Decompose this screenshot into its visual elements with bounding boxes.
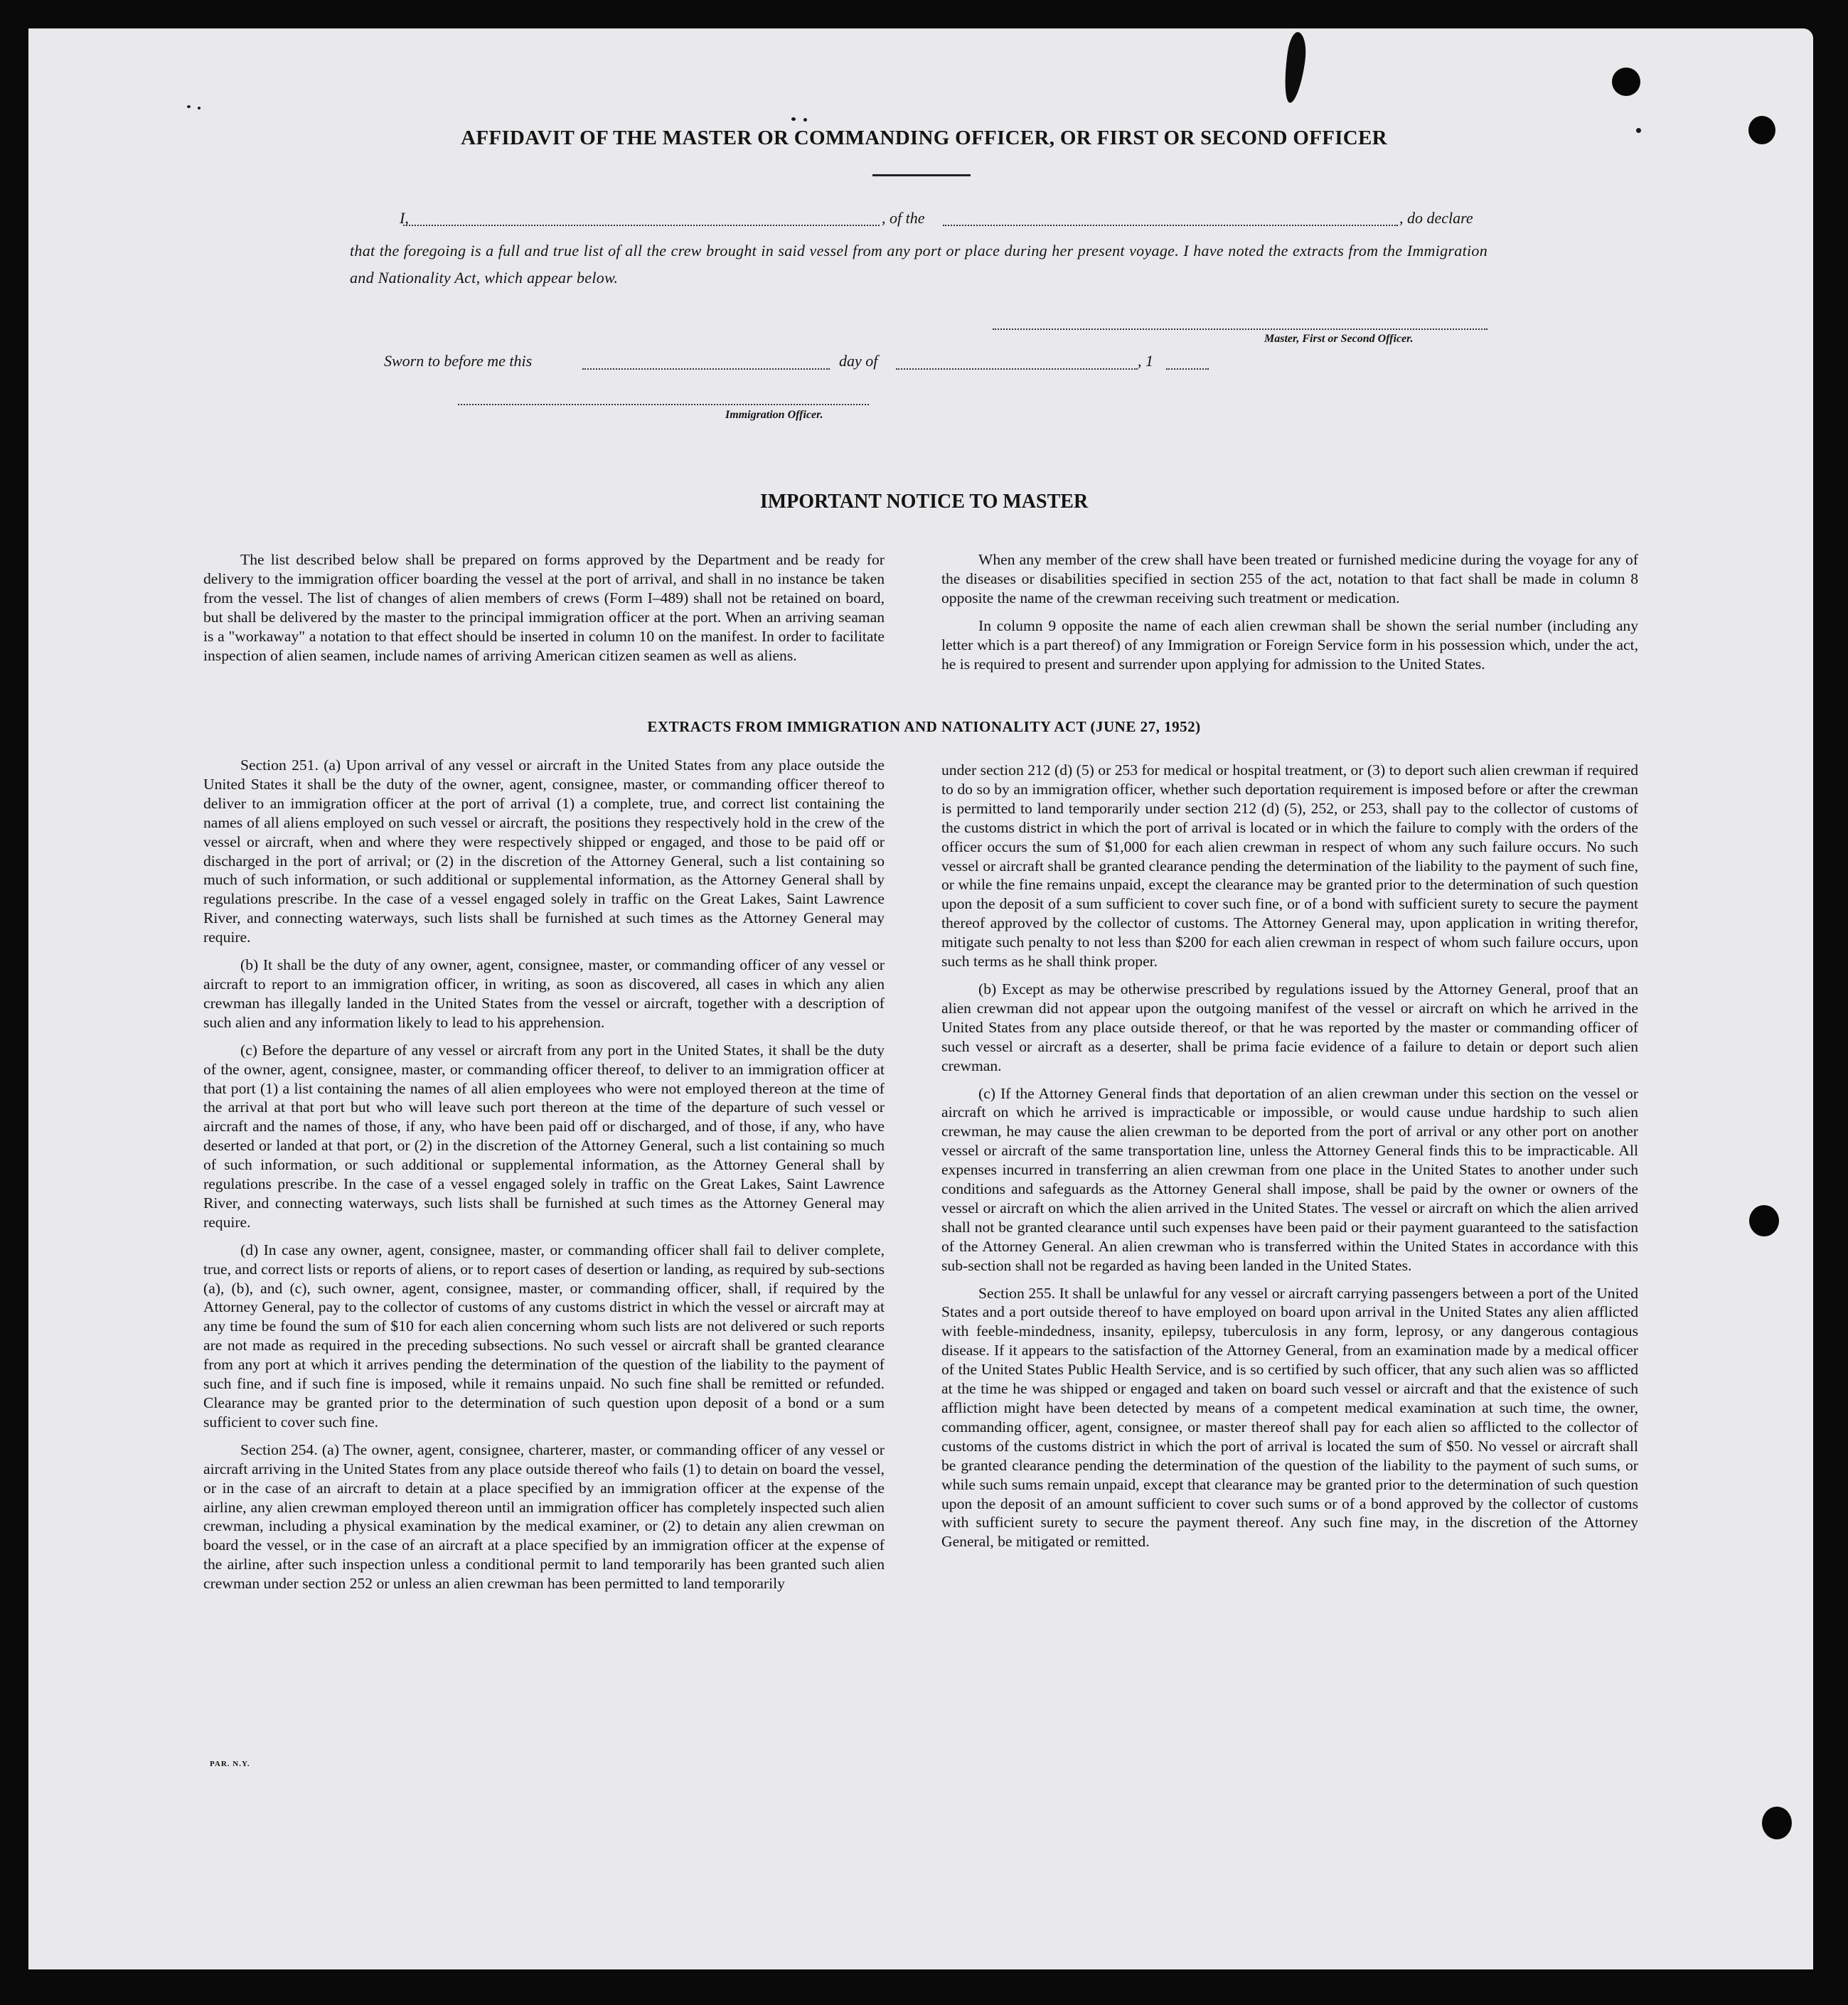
- scan-speck: [187, 105, 191, 108]
- statute-paragraph: (b) Except as may be otherwise prescribed by regulations issued by the Attorney General, proof that an alien crewman did not appear upon the outgoing manifest of the vessel or aircraft on which he arrived in the United States from any place outside thereof, or that he was reported by the master or commanding officer of such vessel or aircraft as a deserter, shall be prima facie evidence of a failure to detain or deport such alien crewman.: [941, 980, 1638, 1074]
- extracts-left-column: [203, 756, 885, 1593]
- printer-mark: PAR. N.Y.: [210, 1760, 250, 1768]
- affidavit-title: AFFIDAVIT OF THE MASTER OR COMMANDING OFFICER, OR FIRST OR SECOND OFFICER: [461, 127, 1387, 149]
- title-underline: [872, 174, 971, 176]
- year-label: , 1: [1138, 352, 1153, 370]
- statute-paragraph: (d) In case any owner, agent, consignee, master, or commanding officer shall fail to deliver complete, true, and correct lists or reports of aliens, or to report cases of desertion or landing, as required by sub-sections (a), (b), and (c), such owner, agent, consignee, master, or commanding officer, shall, if required by the Attorney General, pay to the collector of customs of any customs district in which the vessel or aircraft may at any time be found the sum of $10 for each alien concerning whom such lists are not delivered or such reports are not made as required in the preceding subsections. No such vessel or aircraft shall be granted clearance from any port at which it arrives pending the determination of the question of the liability to the payment of such fine, and if such fine is imposed, while it remains unpaid. No such fine shall be remitted or refunded. Clearance may be granted prior to the determination of such question upon deposit of a bond or a sum sufficient to cover such fine.: [203, 1241, 885, 1431]
- statute-paragraph: (c) Before the departure of any vessel or aircraft from any port in the United States, it shall be the duty of the owner, agent, consignee, master, or commanding officer thereof, to deliver to an immigration officer at that port (1) a list containing the names of all alien employees who were not employed thereon at the time of the arrival at that port but who will leave such port thereon at the time of the departure of such vessel or aircraft and the names of those, if any, who have been paid off or discharged, and of those, if any, who have deserted or landed at that port, or (2) in the discretion of the Attorney General, such a list containing so much of such information, or such additional or supplemental information, as the Attorney General shall by regulations prescribe. In the case of a vessel engaged solely in traffic on the Great Lakes, Saint Lawrence River, and connecting waterways, such lists shall be furnished at such times as the Attorney General may require.: [203, 1041, 885, 1231]
- declarant-label: I,: [400, 209, 409, 227]
- statute-paragraph: Section 255. It shall be unlawful for any vessel or aircraft carrying passengers between a port of the United States and a port outside thereof to have employed on board upon arrival in the United States any alien afflicted with feeble-mindedness, insanity, epilepsy, tuberculosis in any form, leprosy, or any dangerous contagious disease. If it appears to the satisfaction of the Attorney General, from an examination made by a medical officer of the United States Public Health Service, and is so certified by such officer, that any such alien was so afflicted at the time he was shipped or engaged and taken on board such vessel or aircraft and that the existence of such affliction might have been detected by means of a competent medical examination at such time, the owner, commanding officer, agent, consignee, or master thereof shall pay for each alien so afflicted to the collector of customs of the customs district in which the port of arrival is located the sum of $50. No vessel or aircraft shall be granted clearance pending the determination of the question of the liability to the payment of such sums, or while such sums remain unpaid, except that clearance may be granted prior to the determination of such question upon the deposit of an amount sufficient to cover such sums or of a bond approved by the collector of customs with sufficient surety to secure the payment thereof. Any such fine may, in the discretion of the Attorney General, be mitigated or remitted.: [941, 1284, 1638, 1551]
- vessel-label: , of the: [882, 209, 925, 227]
- statute-paragraph: (b) It shall be the duty of any owner, agent, consignee, master, or commanding officer of any vessel or aircraft to report to an immigration officer, in writing, as soon as discovered, all cases in which any alien crewman has illegally landed in the United States from the vessel or aircraft, together with a description of such alien and any information likely to lead to his apprehension.: [203, 956, 885, 1031]
- master-signature-label: Master, First or Second Officer.: [1264, 333, 1414, 345]
- master-signature-line[interactable]: [993, 328, 1488, 330]
- statute-paragraph: Section 251. (a) Upon arrival of any vessel or aircraft in the United States from any place outside the United States it shall be the duty of the owner, agent, consignee, master, or commanding officer thereof to deliver to an immigration officer at the port of arrival (1) a complete, true, and correct list containing the names of all aliens employed on such vessel or aircraft, the positions they respectively hold in the crew of the vessel or aircraft, when and where they were respectively shipped or engaged, and those to be paid off or discharged in the port of arrival; or (2) in the discretion of the Attorney General, such a list containing so much of such information, or such additional or supplemental information, as the Attorney General shall by regulations prescribe. In the case of a vessel engaged solely in traffic on the Great Lakes, Saint Lawrence River, and connecting waterways, such lists shall be furnished at such times as the Attorney General may require.: [203, 756, 885, 946]
- extracts-right-column: [941, 761, 1638, 1551]
- scan-speck: [198, 107, 201, 109]
- declaration-text: that the foregoing is a full and true list of all the crew brought in said vessel from any port or place during her present voyage. I have noted the extracts from the Immigration and Nationality Act, which appear below.: [350, 242, 1488, 287]
- scan-speck: [803, 118, 807, 122]
- declarant-name-line[interactable]: [403, 225, 880, 226]
- notice-paragraph: When any member of the crew shall have been treated or furnished medicine during the voyage for any of the diseases or disabilities specified in section 255 of the act, notation to that fact shall be made in column 8 opposite the name of the crewman receiving such treatment or medication.: [941, 551, 1638, 606]
- scan-speck: [791, 117, 796, 121]
- sworn-day-line[interactable]: [582, 368, 830, 370]
- day-of-label: day of: [839, 352, 878, 370]
- notice-paragraph: The list described below shall be prepared on forms approved by the Department and be ready for delivery to the immigration officer boarding the vessel at the port of arrival, and shall in no instance be taken from the vessel. The list of changes of alien members of crews (Form I–489) shall not be retained on board, but shall be delivered by the master to the principal immigration officer at the port. When an arriving seaman is a "workaway" a notation to that effect should be inserted in column 10 on the manifest. In order to facilitate inspection of alien seamen, include names of arriving American citizen seamen as well as aliens.: [203, 551, 885, 664]
- officer-signature-label: Immigration Officer.: [725, 409, 823, 421]
- notice-left-column: [203, 550, 885, 665]
- extracts-title: EXTRACTS FROM IMMIGRATION AND NATIONALITY ACT (JUNE 27, 1952): [647, 718, 1201, 735]
- sworn-label: Sworn to before me this: [384, 352, 533, 370]
- notice-title: IMPORTANT NOTICE TO MASTER: [759, 491, 1089, 513]
- binder-hole-bottom: [1762, 1807, 1792, 1839]
- statute-paragraph: (c) If the Attorney General finds that deportation of an alien crewman under this section on the vessel or aircraft on which he arrived is impracticable or impossible, or would cause undue hardship to such alien crewman, he may cause the alien crewman to be deported from the port of arrival or any other port on another vessel or aircraft of the same transportation line, unless the Attorney General finds this to be impracticable. All expenses incurred in transferring an alien crewman from one place in the United States to another under such conditions and safeguards as the Attorney General shall impose, shall be paid by the owner or owners of the vessel or aircraft on which the alien arrived in the United States. The vessel or aircraft on which the alien arrived shall not be granted clearance until such expenses have been paid or their payment guaranteed to the satisfaction of the Attorney General. An alien crewman who is transferred within the United States in accordance with this sub-section shall not be regarded as having been landed in the United States.: [941, 1084, 1638, 1274]
- statute-paragraph: under section 212 (d) (5) or 253 for medical or hospital treatment, or (3) to deport such alien crewman if required to do so by an immigration officer, whether such deportation requirement is imposed before or after the crewman is permitted to land temporarily under section 212 (d) (5), 252, or 253, shall pay to the collector of customs of the customs district in which the port of arrival is located or in which the failure to comply with the orders of the officer occurs the sum of $1,000 for each alien crewman in respect of whom any such failure occurs. No such vessel or aircraft shall be granted clearance pending the determination of the liability to the payment of such fine, or while the fine remains unpaid, except the clearance may be granted prior to the determination of such question upon the deposit of a sum sufficient to cover such fine, or of a bond with sufficient surety to secure the payment thereof approved by the collector of customs. The Attorney General may, upon application in writing therefor, mitigate such penalty to not less than $200 for each alien crewman in respect of whom such failure occurs, upon such terms as he shall think proper.: [941, 761, 1638, 971]
- sworn-month-line[interactable]: [896, 368, 1138, 370]
- officer-signature-line[interactable]: [458, 404, 869, 405]
- vessel-name-line[interactable]: [943, 225, 1398, 226]
- notice-right-column: [941, 550, 1638, 673]
- binder-hole-middle: [1749, 1205, 1779, 1236]
- sworn-year-line[interactable]: [1166, 368, 1209, 370]
- declare-label: , do declare: [1399, 209, 1473, 227]
- notice-paragraph: In column 9 opposite the name of each alien crewman shall be shown the serial number (including any letter which is a part thereof) of any Immigration or Foreign Service form in his possession which, under the act, he is required to present and surrender upon applying for admission to the United States.: [941, 616, 1638, 673]
- binder-hole-top: [1612, 68, 1640, 96]
- statute-paragraph: Section 254. (a) The owner, agent, consignee, charterer, master, or commanding officer of any vessel or aircraft arriving in the United States from any place outside thereof who fails (1) to detain on board the vessel, or in the case of an aircraft to detain at a place specified by an immigration officer at the expense of the airline, any alien crewman employed thereon until an immigration officer has completely inspected such alien crewman, including a physical examination by the medical examiner, or (2) to detain any alien crewman on board the vessel, or in the case of an aircraft at a place specified by an immigration officer at the expense of the airline, after such inspection unless a conditional permit to land temporarily has been granted such alien crewman under section 252 or unless an alien crewman has been permitted to land temporarily: [203, 1440, 885, 1593]
